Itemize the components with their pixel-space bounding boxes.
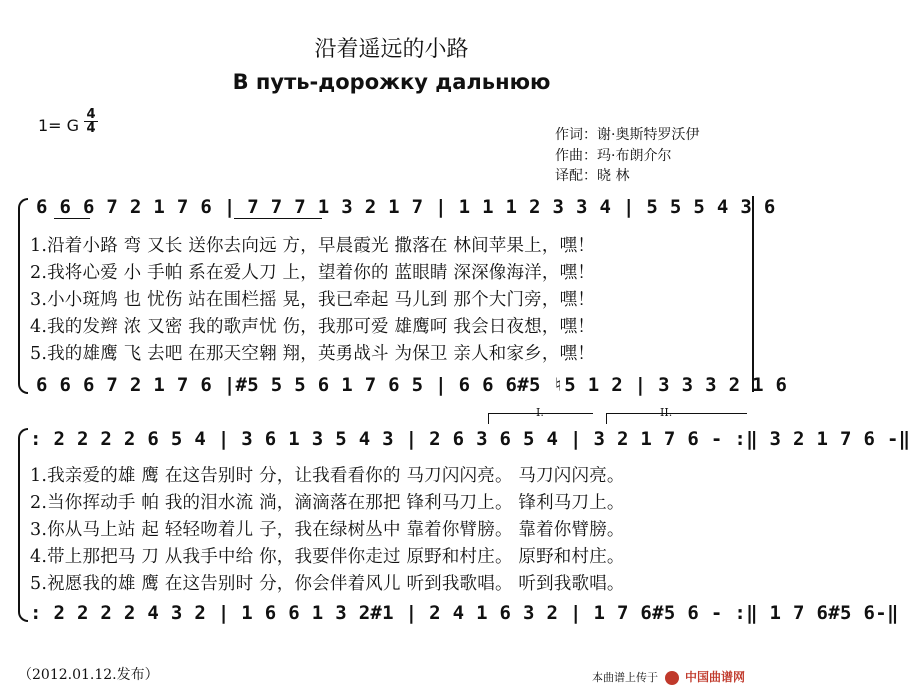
key-signature: 1= G	[38, 116, 80, 135]
upload-text: 本曲谱上传于	[592, 671, 658, 684]
beam-1a	[54, 218, 90, 219]
lyricist-credit: 作词：谢·奥斯特罗沃伊	[555, 127, 700, 143]
volta-bracket-2	[606, 413, 747, 424]
lyric-line-2-1: 1.我亲爱的雄 鹰 在这告别时 分，让我看看你的 马刀闪闪亮。 马刀闪闪亮。	[30, 466, 625, 486]
beam-1b	[234, 218, 322, 219]
lyric-line-1-4: 4.我的发辫 浓 又密 我的歌声忧 伤，我那可爱 雄鹰呵 我会日夜想，嘿！	[30, 317, 595, 337]
time-signature	[84, 108, 98, 135]
song-title-russian: В путь-дорожку дальнюю	[232, 70, 551, 94]
site-name[interactable]: 中国曲谱网	[685, 670, 746, 684]
bass-line-1: 6 6 6 7 2 1 7 6 |#5 5 5 6 1 7 6 5 | 6 6 6#5 ♮5 1 2 | 3 3 3 2 1 6	[36, 374, 788, 396]
publish-date: （2012.01.12.发布）	[18, 667, 159, 683]
bass-line-2: : 2 2 2 2 4 3 2 | 1 6 6 1 3 2#1 | 2 4 1 6 3 2 | 1 7 6#5 6 - :‖ 1 7 6#5 6-‖	[30, 602, 899, 624]
volta-label-2: II.	[660, 406, 673, 419]
volta-label-1: I.	[536, 406, 544, 419]
time-signature-top: 4	[86, 107, 96, 122]
upload-note	[592, 668, 745, 685]
melody-line-2: : 2 2 2 2 6 5 4 | 3 6 1 3 5 4 3 | 2 6 3 6 5 4 | 3 2 1 7 6 - :‖ 3 2 1 7 6 -‖	[30, 428, 910, 450]
lyric-line-2-4: 4.带上那把马 刀 从我手中给 你，我要伴你走过 原野和村庄。 原野和村庄。	[30, 547, 625, 567]
site-logo-icon	[665, 671, 679, 685]
melody-line-1: 6 6 6 7 2 1 7 6 | 7 7 7 1 3 2 1 7 | 1 1 1 2 3 3 4 | 5 5 5 4 3 6	[36, 196, 776, 218]
time-signature-bottom: 4	[86, 121, 96, 136]
lyric-line-2-3: 3.你从马上站 起 轻轻吻着儿 子，我在绿树丛中 靠着你臂膀。 靠着你臂膀。	[30, 520, 625, 540]
song-title-chinese: 沿着遥远的小路	[314, 37, 469, 62]
translator-credit: 译配：晓 林	[555, 168, 630, 184]
system-end-bar-1	[752, 196, 754, 392]
lyric-line-1-5: 5.我的雄鹰 飞 去吧 在那天空翱 翔，英勇战斗 为保卫 亲人和家乡，嘿！	[30, 344, 595, 364]
lyric-line-2-2: 2.当你挥动手 帕 我的泪水流 淌，滴滴落在那把 锋利马刀上。 锋利马刀上。	[30, 493, 625, 513]
system-brace-1	[18, 198, 28, 394]
lyric-line-2-5: 5.祝愿我的雄 鹰 在这告别时 分，你会伴着风儿 听到我歌唱。 听到我歌唱。	[30, 574, 625, 594]
lyric-line-1-2: 2.我将心爱 小 手帕 系在爱人刀 上，望着你的 蓝眼睛 深深像海洋，嘿！	[30, 263, 595, 283]
composer-credit: 作曲：玛·布朗介尔	[555, 148, 672, 164]
lyric-line-1-3: 3.小小斑鸠 也 忧伤 站在围栏摇 晃，我已牵起 马儿到 那个大门旁，嘿！	[30, 290, 595, 310]
system-brace-2	[18, 428, 28, 622]
lyric-line-1-1: 1.沿着小路 弯 又长 送你去向远 方，早晨霞光 撒落在 林间苹果上，嘿！	[30, 236, 595, 256]
